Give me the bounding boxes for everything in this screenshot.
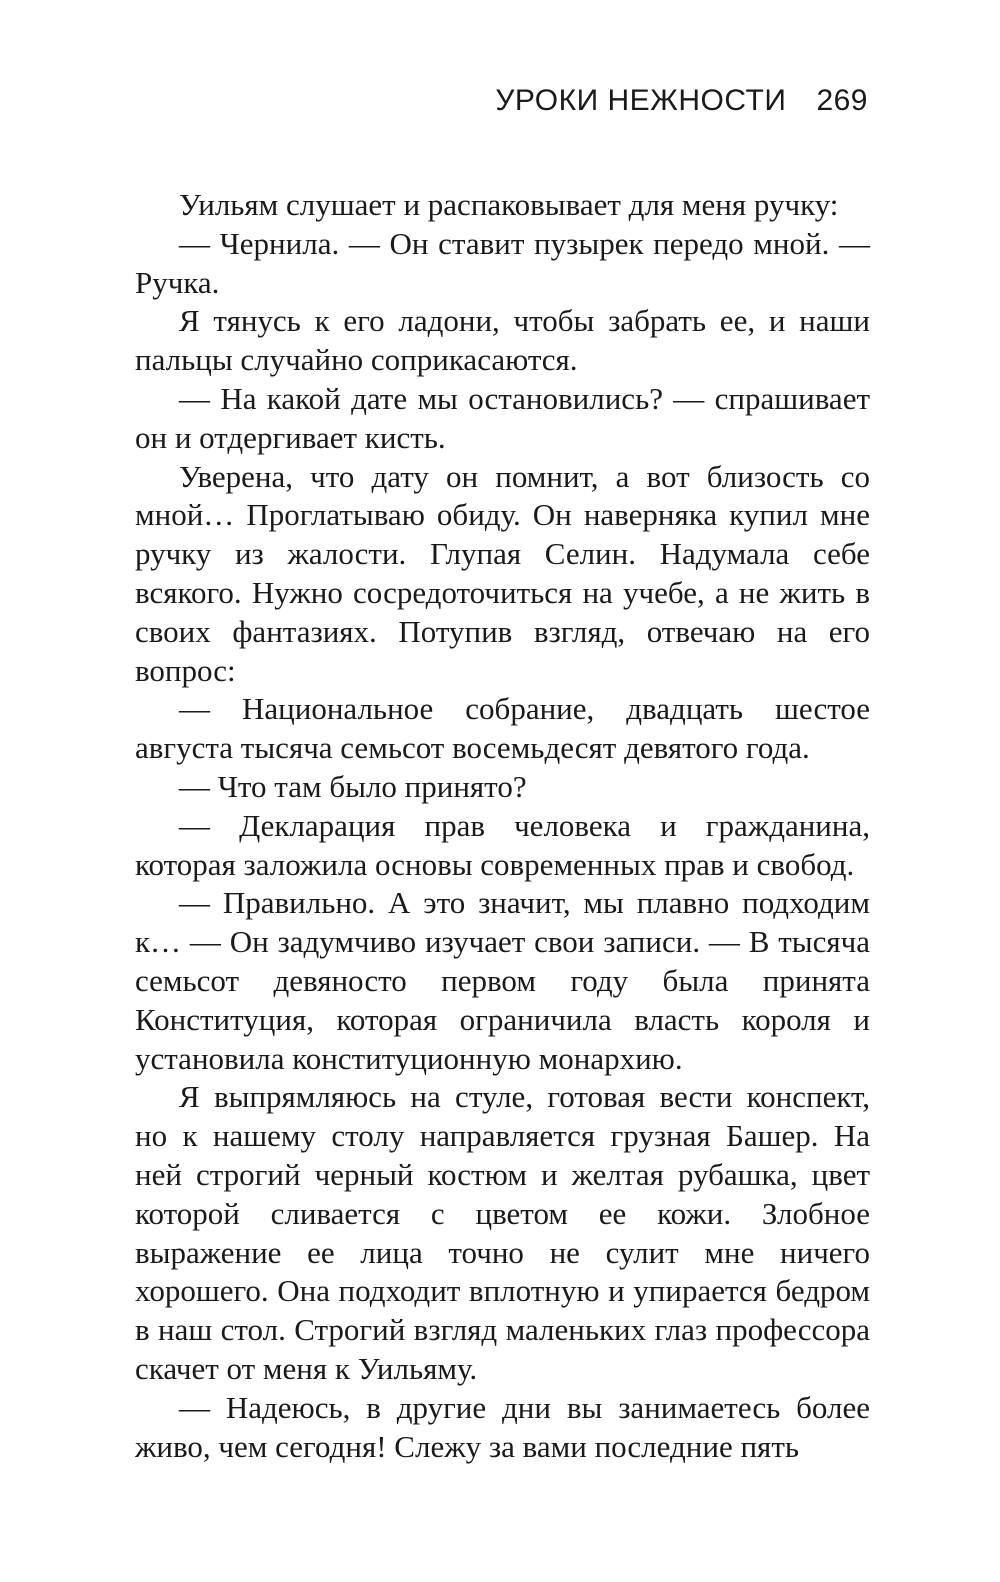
paragraph: — Что там было принято? [179,768,527,804]
paragraph: Уверена, что дату он помнит, а вот близость со мной… Проглатываю обиду. Он наверняка купил мне ручку из жалости. Глупая Селин. Надумала себе всякого. Нужно сосредоточиться на учебе, а не жить в своих фантазиях. Потупив взгляд, отвечаю на его вопрос: [135,458,870,688]
paragraph: — Чернила. — Он ставит пузырек передо мной. — Ручка. [135,225,870,300]
paragraph: — Надеюсь, в другие дни вы занимаетесь более живо, чем сегодня! Слежу за вами последние пять [135,1389,870,1464]
paragraph: — Национальное собрание, двадцать шестое августа тысяча семьсот восемьдесят девятого года. [135,691,870,766]
paragraph: — Декларация прав человека и гражданина, которая заложила основы современных прав и свобод. [135,807,870,882]
page-number: 269 [816,84,868,117]
paragraph: Я тянусь к его ладони, чтобы забрать ее, и наши пальцы случайно соприкасаются. [135,303,870,378]
paragraph: — На какой дате мы остановились? — спрашивает он и отдергивает кисть. [135,380,870,455]
body-text [135,186,870,1466]
running-head [495,84,868,118]
paragraph: Уильям слушает и распаковывает для меня ручку: [179,187,839,222]
paragraph: Я выпрямляюсь на стуле, готовая вести конспект, но к нашему столу направляется грузная Башер. На ней строгий черный костюм и желтая рубашка, цвет которой сливается с цветом ее кожи. Злобное выражение ее лица точно не сулит мне ничего хорошего. Она подходит вплотную и упирается бедром в наш стол. Строгий взгляд маленьких глаз профессора скачет от меня к Уильяму. [135,1079,870,1386]
paragraph: — Правильно. А это значит, мы плавно подходим к… — Он задумчиво изучает свои записи. — В тысяча семьсот девяносто первом году была принята Конституция, которая ограничила власть короля и установила конституционную монархию. [135,885,870,1076]
book-title: УРОКИ НЕЖНОСТИ [495,84,787,117]
